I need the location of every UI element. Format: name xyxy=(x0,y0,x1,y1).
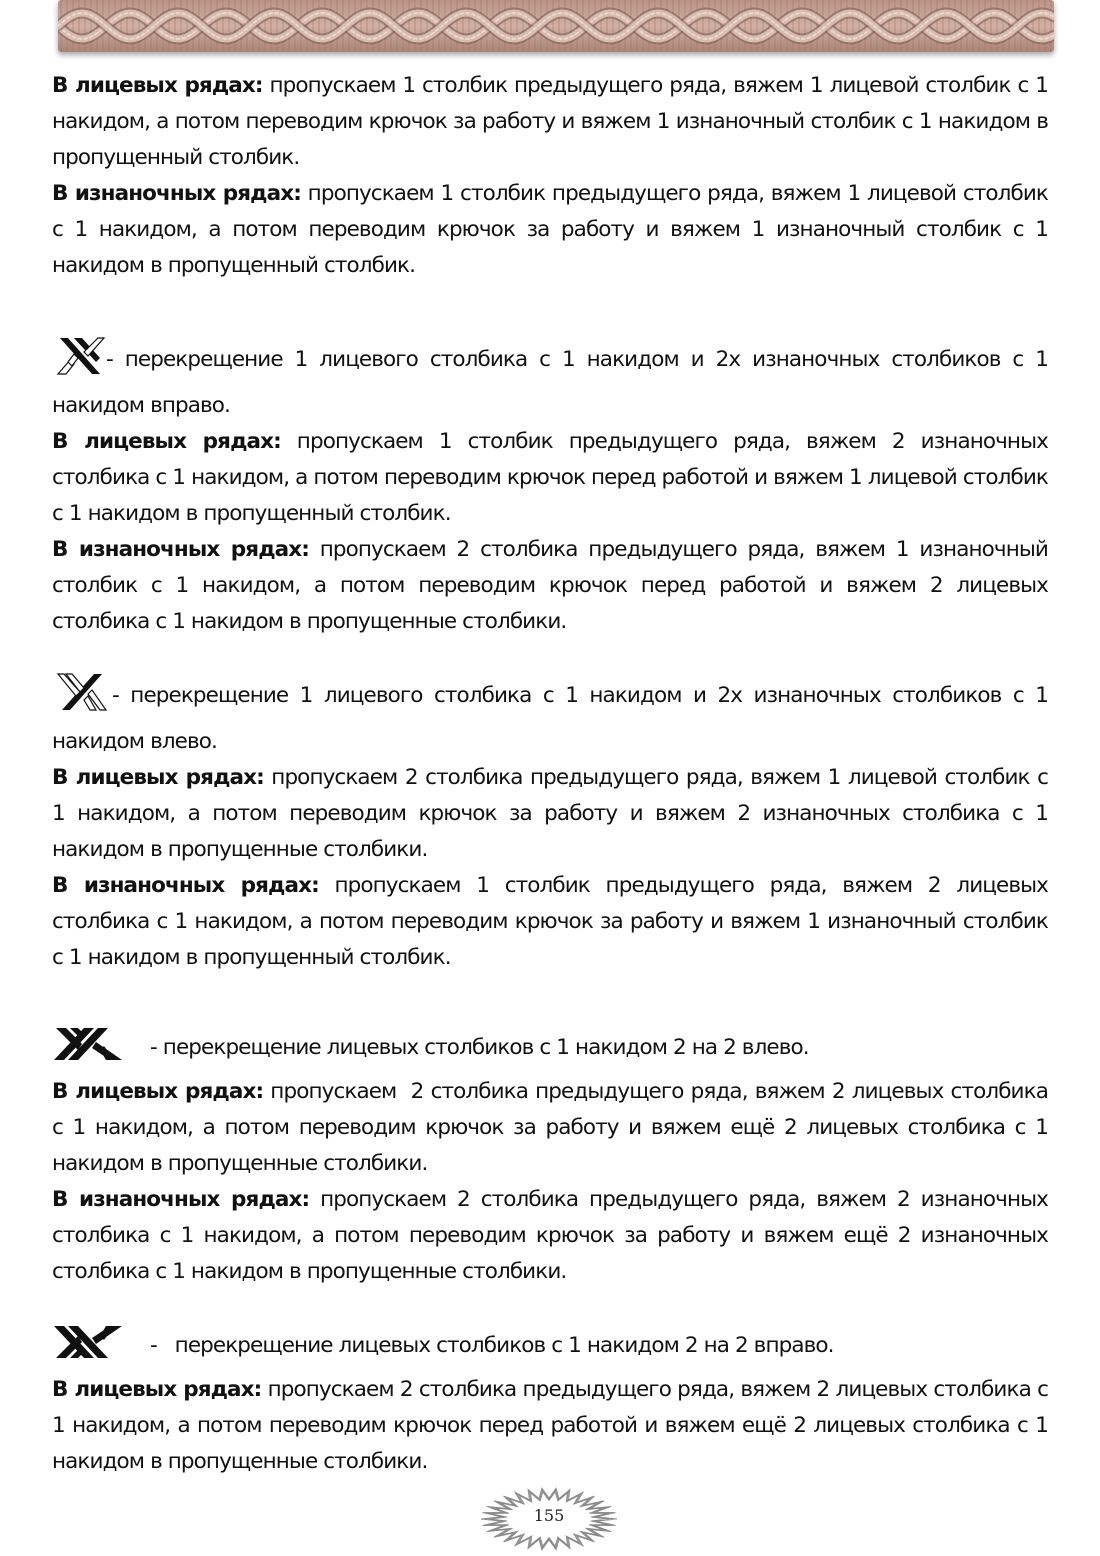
symbol-definition-1 xyxy=(52,336,1048,424)
section-3-knit-paragraph xyxy=(52,1074,1054,1182)
purl-rows-label: В изнаночных рядах: xyxy=(52,1187,310,1212)
knit-rows-label: В лицевых рядах: xyxy=(52,765,264,790)
knit-rows-label: В лицевых рядах: xyxy=(52,1079,264,1104)
page-number: 155 xyxy=(533,1506,565,1525)
cross-1-over-2-left-icon xyxy=(52,672,112,724)
knit-rows-text: пропускаем 1 столбик предыдущего ряда, вяжем 2 изнаночных столбика с 1 накидом, а потом переводим крючок перед работой и вяжем 1 лицевой столбик с 1 накидом в пропущенный столбик. xyxy=(52,429,1048,526)
symbol-definition-4 xyxy=(52,1324,1048,1372)
symbol-definition-3 xyxy=(52,1026,1048,1074)
purl-rows-label: В изнаночных рядах: xyxy=(52,181,301,206)
section-1-purl-paragraph xyxy=(52,532,1048,640)
section-1-knit-paragraph xyxy=(52,424,1048,532)
knit-rows-label: В лицевых рядах: xyxy=(52,73,263,98)
intro-knit-paragraph xyxy=(52,68,1048,176)
knit-rows-text: пропускаем 2 столбика предыдущего ряда, вяжем 2 лицевых столбика с 1 накидом, а потом переводим крючок за работу и вяжем ещё 2 лицевых столбика с 1 накидом в пропущенные столбики. xyxy=(52,1079,1054,1176)
intro-purl-paragraph xyxy=(52,176,1048,284)
page-number-badge xyxy=(478,1486,620,1552)
symbol-description: - перекрещение лицевых столбиков с 1 накидом 2 на 2 влево. xyxy=(150,1035,809,1060)
knit-rows-label: В лицевых рядах: xyxy=(52,1377,262,1402)
cross-2-over-2-right-icon xyxy=(52,1324,124,1372)
knit-rows-text: пропускаем 2 столбика предыдущего ряда, вяжем 1 лицевой столбик с 1 накидом, а потом переводим крючок за работу и вяжем 2 изнаночных столбика с 1 накидом в пропущенные столбики. xyxy=(52,765,1048,862)
cross-1-over-2-right-icon xyxy=(52,336,106,388)
knit-rows-label: В лицевых рядах: xyxy=(52,429,281,454)
purl-rows-text: пропускаем 2 столбика предыдущего ряда, вяжем 1 изнаночный столбик с 1 накидом, а потом переводим крючок перед работой и вяжем 2 лицевых столбика с 1 накидом в пропущенные столбики. xyxy=(52,537,1048,634)
purl-rows-text: пропускаем 1 столбик предыдущего ряда, вяжем 2 лицевых столбика с 1 накидом, а потом переводим крючок за работу и вяжем 1 изнаночный столбик с 1 накидом в пропущенный столбик. xyxy=(52,873,1049,970)
symbol-description: - перекрещение лицевых столбиков с 1 накидом 2 на 2 вправо. xyxy=(150,1333,834,1358)
purl-rows-label: В изнаночных рядах: xyxy=(52,537,309,562)
cross-2-over-2-left-icon xyxy=(52,1026,124,1074)
purl-rows-label: В изнаночных рядах: xyxy=(52,873,319,898)
purl-rows-text: пропускаем 2 столбика предыдущего ряда, вяжем 2 изнаночных столбика с 1 накидом, а потом переводим крючок за работу и вяжем ещё 2 изнаночных столбика с 1 накидом в пропущенные столбики. xyxy=(52,1187,1048,1284)
section-4-knit-paragraph xyxy=(52,1372,1048,1480)
section-3-purl-paragraph xyxy=(52,1182,1048,1290)
symbol-description: - перекрещение 1 лицевого столбика с 1 накидом и 2х изнаночных столбиков с 1 накидом влево. xyxy=(52,683,1048,754)
section-2-knit-paragraph xyxy=(52,760,1048,868)
section-2-purl-paragraph xyxy=(52,868,1048,976)
knit-rows-text: пропускаем 1 столбик предыдущего ряда, вяжем 1 лицевой столбик с 1 накидом, а потом переводим крючок за работу и вяжем 1 изнаночный столбик с 1 накидом в пропущенный столбик. xyxy=(52,73,1048,170)
page-content xyxy=(52,68,1054,1480)
knit-rows-text: пропускаем 2 столбика предыдущего ряда, вяжем 2 лицевых столбика с 1 накидом, а потом переводим крючок перед работой и вяжем ещё 2 лицевых столбика с 1 накидом в пропущенные столбики. xyxy=(52,1377,1048,1474)
symbol-description: - перекрещение 1 лицевого столбика с 1 накидом и 2х изнаночных столбиков с 1 накидом вправо. xyxy=(52,347,1048,418)
symbol-definition-2 xyxy=(52,672,1048,760)
cable-knit-banner xyxy=(58,0,1054,52)
purl-rows-text: пропускаем 1 столбик предыдущего ряда, вяжем 1 лицевой столбик с 1 накидом, а потом переводим крючок за работу и вяжем 1 изнаночный столбик с 1 накидом в пропущенный столбик. xyxy=(52,181,1048,278)
